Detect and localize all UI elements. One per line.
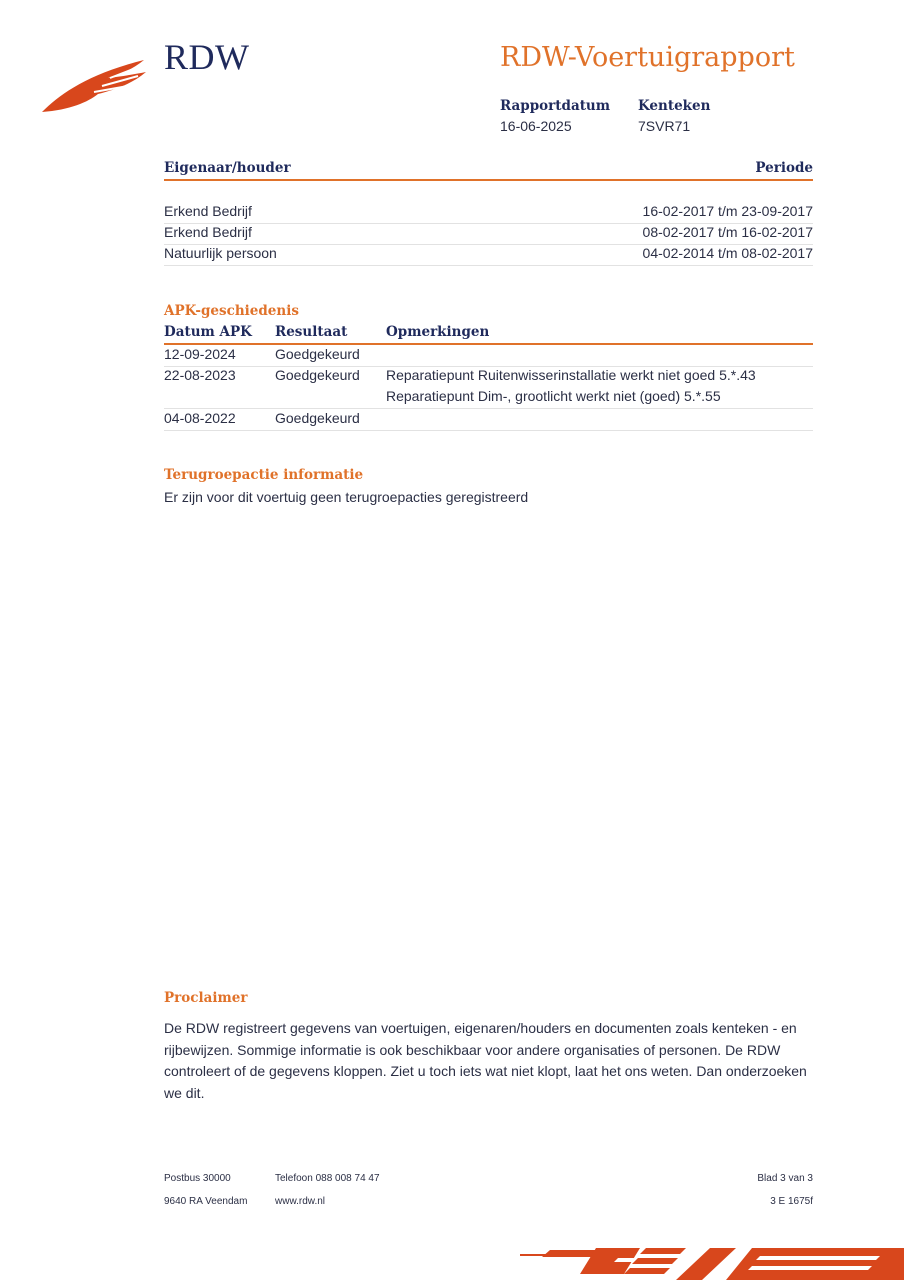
apk-result-cell: Goedgekeurd [275,367,360,383]
apk-remarks-column-header: Opmerkingen [386,324,490,340]
footer-address: 9640 RA Veendam [164,1196,248,1207]
footer-website-link[interactable]: www.rdw.nl [275,1196,326,1207]
recall-section-title: Terugroepactie informatie [164,467,364,483]
recall-text: Er zijn voor dit voertuig geen terugroepacties geregistreerd [164,489,529,505]
apk-date-cell: 22-08-2023 [164,367,236,383]
footer-document-code: 3 E 1675f [770,1196,813,1207]
proclaimer-text [164,1018,813,1104]
period-column-header: Periode [755,160,813,176]
footer-phone: Telefoon 088 008 74 47 [275,1173,380,1184]
footer-page-number: Blad 3 van 3 [757,1173,813,1184]
owner-cell: Erkend Bedrijf [164,224,252,240]
apk-result-cell: Goedgekeurd [275,410,360,426]
table-row [164,366,813,409]
apk-remark-cell: Reparatiepunt Ruitenwisserinstallatie werkt niet goed 5.*.43 [386,367,756,383]
apk-section-title: APK-geschiedenis [164,303,299,319]
report-date-value: 16-06-2025 [500,118,572,134]
table-row [164,345,813,367]
table-row [164,409,813,431]
owner-column-header: Eigenaar/houder [164,160,291,176]
proclaimer-line: controleert of de gegevens kloppen. Ziet u toch iets wat niet klopt, laat het ons weten. Dan onderzoeken [164,1063,807,1079]
apk-date-cell: 04-08-2022 [164,410,236,426]
period-cell: 16-02-2017 t/m 23-09-2017 [642,203,813,219]
proclaimer-title: Proclaimer [164,990,248,1006]
footer-postbus: Postbus 30000 [164,1173,231,1184]
apk-result-cell: Goedgekeurd [275,346,360,362]
table-row [164,202,813,224]
period-cell: 08-02-2017 t/m 16-02-2017 [642,224,813,240]
plate-value: 7SVR71 [638,118,691,134]
brand-name: RDW [164,37,250,77]
period-cell: 04-02-2014 t/m 08-02-2017 [642,245,813,261]
table-row [164,223,813,245]
apk-remark-cell: Reparatiepunt Dim-, grootlicht werkt niet (goed) 5.*.55 [386,388,721,404]
owner-cell: Erkend Bedrijf [164,203,252,219]
report-date-label: Rapportdatum [500,98,611,114]
owners-table [164,160,813,280]
apk-history-section [164,303,813,433]
proclaimer-line: rijbewijzen. Sommige informatie is ook beschikbaar voor andere organisaties of personen. De RDW [164,1041,781,1058]
report-title: RDW-Voertuigrapport [500,42,795,73]
plate-label: Kenteken [638,98,711,114]
apk-date-column-header: Datum APK [164,324,252,340]
table-row [164,244,813,266]
apk-date-cell: 12-09-2024 [164,346,236,362]
speed-stripes-icon [520,1244,904,1280]
rdw-wing-logo-icon [40,56,150,116]
owners-header-rule [164,179,813,181]
owner-cell: Natuurlijk persoon [164,245,277,261]
proclaimer-line: De RDW registreert gegevens van voertuigen, eigenaren/houders en documenten zoals kenteken - en [164,1020,797,1036]
proclaimer-line: we dit. [164,1084,205,1101]
apk-result-column-header: Resultaat [275,324,348,340]
